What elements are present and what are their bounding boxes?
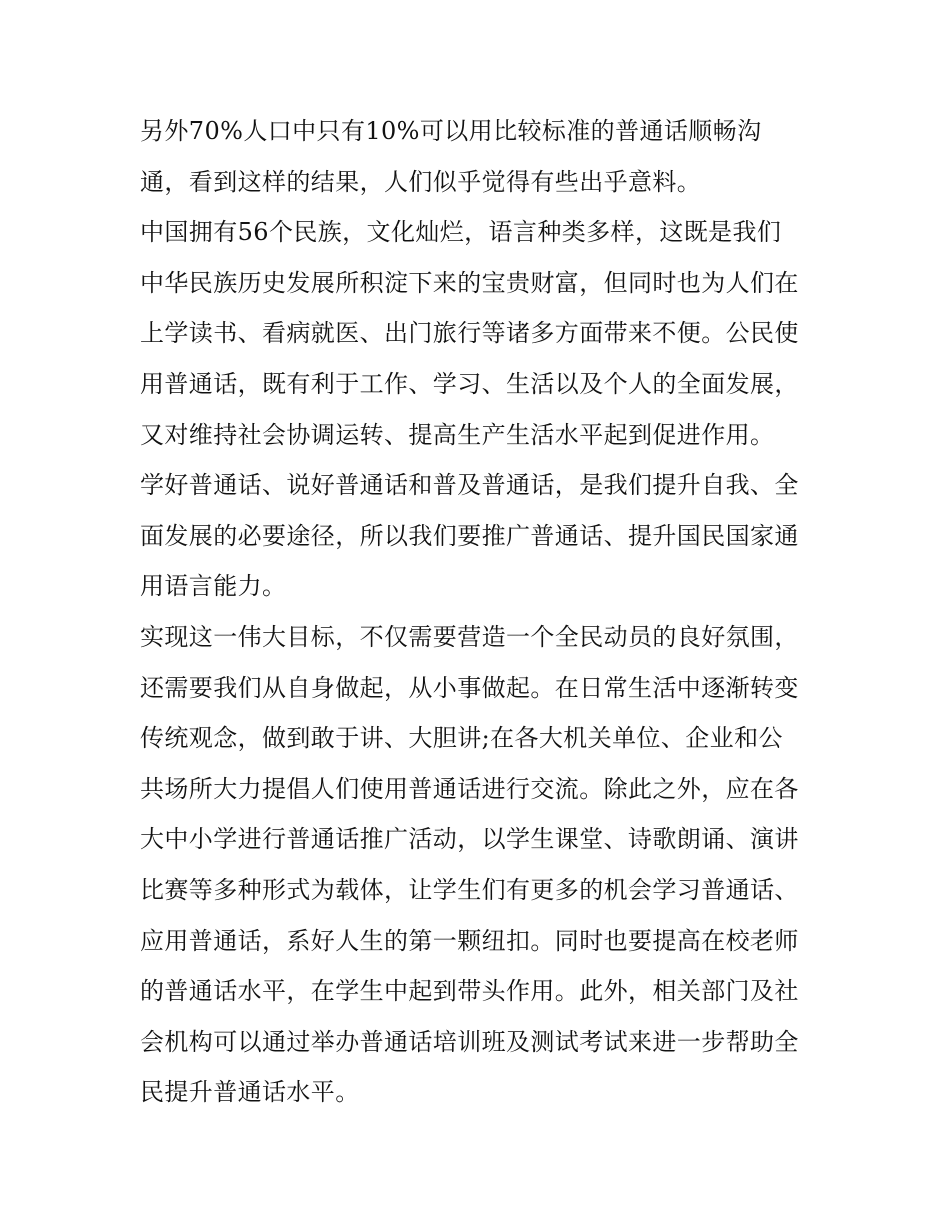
text-line: 中国拥有56个民族，文化灿烂，语言种类多样，这既是我们 <box>140 218 782 247</box>
text-line: 还需要我们从自身做起，从小事做起。在日常生活中逐渐转变 <box>140 673 799 702</box>
text-line: 上学读书、看病就医、出门旅行等诸多方面带来不便。公民使 <box>140 319 799 348</box>
text-line: 用语言能力。 <box>140 572 287 601</box>
text-line: 大中小学进行普通话推广活动，以学生课堂、诗歌朗诵、演讲 <box>140 825 799 854</box>
text-line: 中华民族历史发展所积淀下来的宝贵财富，但同时也为人们在 <box>140 268 799 297</box>
text-line: 通，看到这样的结果，人们似乎觉得有些出乎意料。 <box>140 167 702 196</box>
text-line: 的普通话水平，在学生中起到带头作用。此外，相关部门及社 <box>140 977 799 1006</box>
text-line: 用普通话，既有利于工作、学习、生活以及个人的全面发展， <box>140 369 799 398</box>
text-line: 实现这一伟大目标，不仅需要营造一个全民动员的良好氛围， <box>140 622 799 651</box>
text-line: 面发展的必要途径，所以我们要推广普通话、提升国民国家通 <box>140 521 799 550</box>
text-line: 会机构可以通过举办普通话培训班及测试考试来进一步帮助全 <box>140 1027 799 1056</box>
text-line: 共场所大力提倡人们使用普通话进行交流。除此之外，应在各 <box>140 774 799 803</box>
text-line: 学好普通话、说好普通话和普及普通话，是我们提升自我、全 <box>140 471 799 500</box>
body-text <box>140 106 840 1118</box>
text-line: 又对维持社会协调运转、提高生产生活水平起到促进作用。 <box>140 420 775 449</box>
text-line: 另外70%人口中只有10%可以用比较标准的普通话顺畅沟 <box>140 117 762 145</box>
text-line: 传统观念，做到敢于讲、大胆讲;在各大机关单位、企业和公 <box>140 724 783 753</box>
text-line: 民提升普通话水平。 <box>140 1078 360 1107</box>
text-line: 应用普通话，系好人生的第一颗纽扣。同时也要提高在校老师 <box>140 926 799 955</box>
text-line: 比赛等多种形式为载体，让学生们有更多的机会学习普通话、 <box>140 875 799 904</box>
